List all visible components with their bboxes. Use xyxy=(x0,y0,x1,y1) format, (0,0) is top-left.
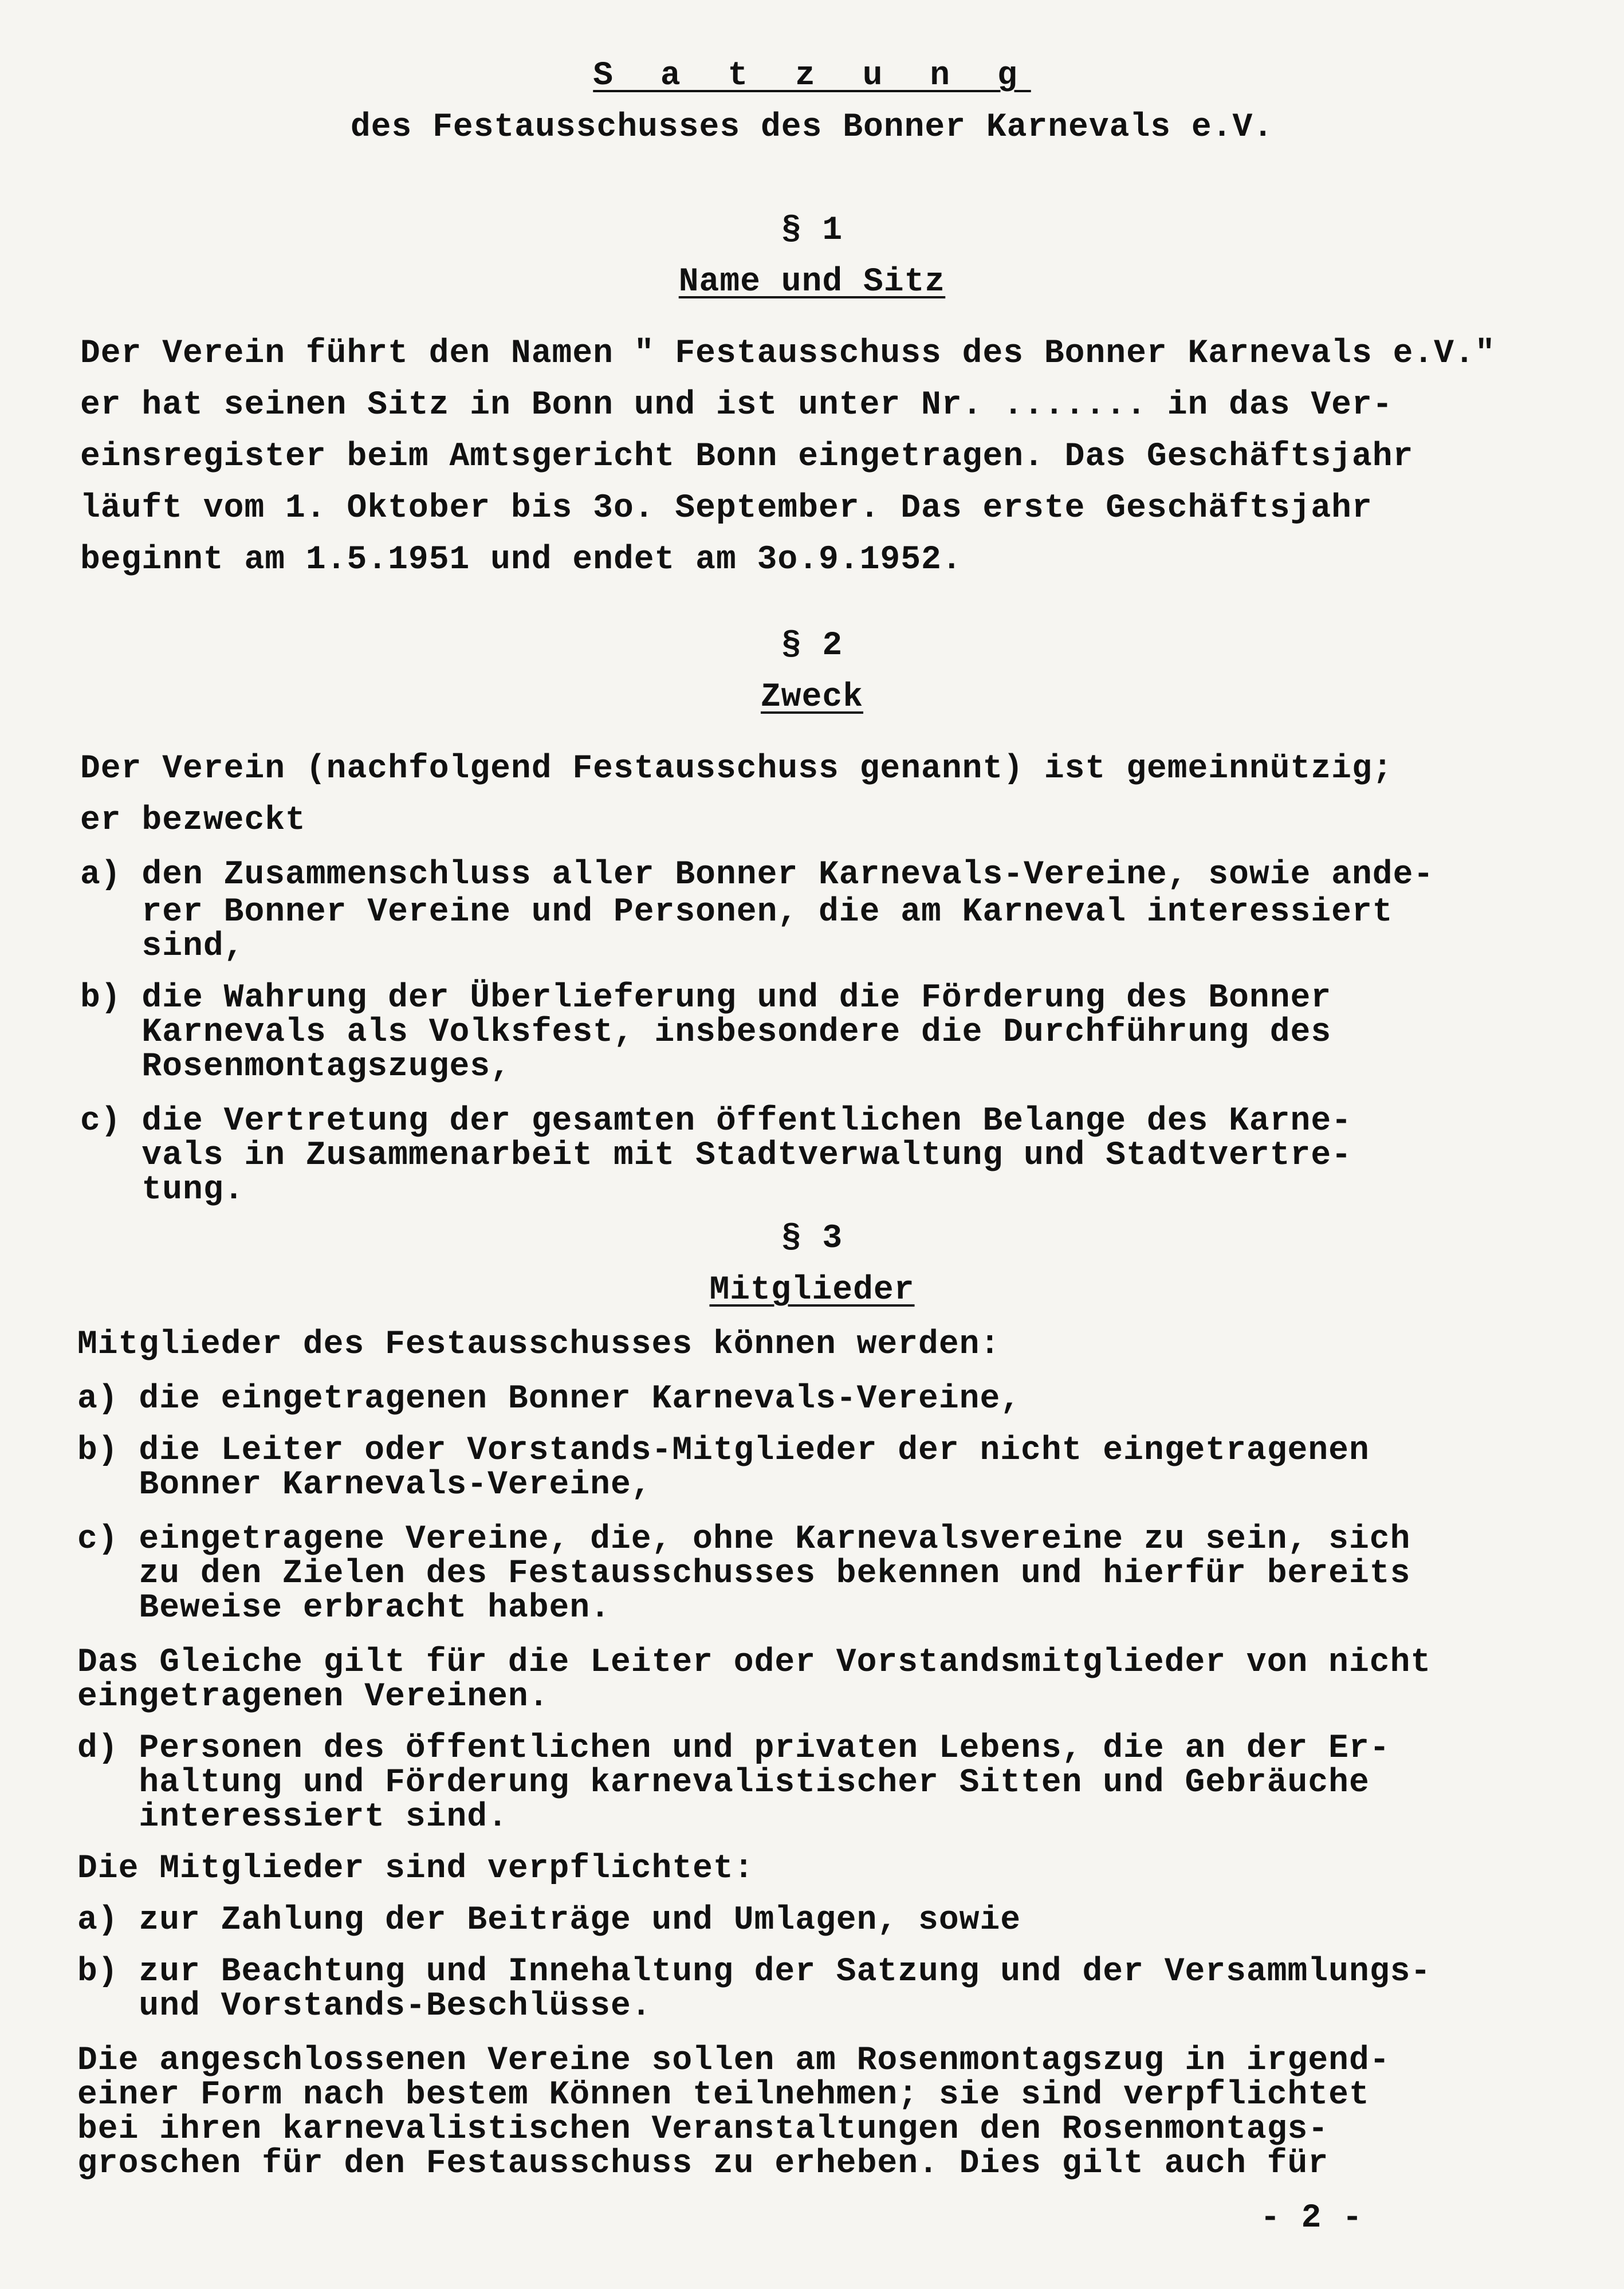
section-3-line: Die Mitglieder sind verpflichtet: xyxy=(77,1850,754,1887)
section-2-line: sind, xyxy=(80,928,245,965)
section-1-line: einsregister beim Amtsgericht Bonn eingetragen. Das Geschäftsjahr xyxy=(80,438,1414,475)
section-3-line: Die angeschlossenen Vereine sollen am Rosenmontagszug in irgend- xyxy=(77,2042,1390,2079)
section-1-number: § 1 xyxy=(781,212,843,249)
section-3-line: und Vorstands-Beschlüsse. xyxy=(77,1988,652,2025)
section-2-line: er bezweckt xyxy=(80,802,306,839)
section-2-line: a) den Zusammenschluss aller Bonner Karnevals-Vereine, sowie ande- xyxy=(80,856,1434,894)
section-2-number: § 2 xyxy=(781,627,843,664)
section-3-line: eingetragenen Vereinen. xyxy=(77,1678,549,1716)
section-3-line: groschen für den Festausschuss zu erheben. Dies gilt auch für xyxy=(77,2145,1329,2182)
section-2-line: c) die Vertretung der gesamten öffentlichen Belange des Karne- xyxy=(80,1103,1352,1140)
section-2-line: b) die Wahrung der Überlieferung und die Förderung des Bonner xyxy=(80,980,1332,1017)
document-subtitle: des Festausschusses des Bonner Karnevals e.V. xyxy=(350,109,1274,146)
section-3-heading: Mitglieder xyxy=(709,1272,915,1309)
section-3-line: zu den Zielen des Festausschusses bekennen und hierfür bereits xyxy=(77,1555,1411,1592)
section-2-line: Der Verein (nachfolgend Festausschuss genannt) ist gemeinnützig; xyxy=(80,750,1393,788)
section-3-line: c) eingetragene Vereine, die, ohne Karnevalsvereine zu sein, sich xyxy=(77,1521,1411,1558)
section-3-line: Mitglieder des Festausschusses können werden: xyxy=(77,1326,1001,1363)
section-1-line: läuft vom 1. Oktober bis 3o. September. Das erste Geschäftsjahr xyxy=(80,490,1373,527)
section-3-line: a) zur Zahlung der Beiträge und Umlagen, sowie xyxy=(77,1902,1021,1939)
page-number: - 2 - xyxy=(1260,2200,1363,2237)
section-2-line: Karnevals als Volksfest, insbesondere die Durchführung des xyxy=(80,1014,1332,1051)
document-title: S a t z u n g xyxy=(593,57,1031,95)
section-3-line: b) die Leiter oder Vorstands-Mitglieder der nicht eingetragenen xyxy=(77,1432,1370,1469)
section-3-line: haltung und Förderung karnevalistischer Sitten und Gebräuche xyxy=(77,1764,1370,1802)
section-1-line: er hat seinen Sitz in Bonn und ist unter Nr. ....... in das Ver- xyxy=(80,387,1393,424)
section-2-line: tung. xyxy=(80,1171,245,1209)
section-3-line: b) zur Beachtung und Innehaltung der Satzung und der Versammlungs- xyxy=(77,1953,1432,1991)
section-3-number: § 3 xyxy=(781,1220,843,1257)
section-3-line: einer Form nach bestem Können teilnehmen; sie sind verpflichtet xyxy=(77,2076,1370,2114)
section-1-line: Der Verein führt den Namen " Festausschuss des Bonner Karnevals e.V." xyxy=(80,335,1496,372)
section-1-heading: Name und Sitz xyxy=(678,263,946,301)
section-2-line: vals in Zusammenarbeit mit Stadtverwaltung und Stadtvertre- xyxy=(80,1137,1352,1174)
section-2-heading: Zweck xyxy=(760,679,864,716)
section-3-line: bei ihren karnevalistischen Veranstaltungen den Rosenmontags- xyxy=(77,2111,1329,2148)
section-3-line: d) Personen des öffentlichen und privaten Lebens, die an der Er- xyxy=(77,1730,1390,1767)
section-3-line: a) die eingetragenen Bonner Karnevals-Vereine, xyxy=(77,1381,1021,1418)
section-1-line: beginnt am 1.5.1951 und endet am 3o.9.1952. xyxy=(80,541,962,579)
section-3-line: Bonner Karnevals-Vereine, xyxy=(77,1466,652,1504)
section-2-line: rer Bonner Vereine und Personen, die am Karneval interessiert xyxy=(80,894,1393,931)
section-3-line: Das Gleiche gilt für die Leiter oder Vorstandsmitglieder von nicht xyxy=(77,1644,1432,1681)
section-3-line: interessiert sind. xyxy=(77,1799,508,1836)
section-2-line: Rosenmontagszuges, xyxy=(80,1048,511,1085)
section-3-line: Beweise erbracht haben. xyxy=(77,1590,611,1627)
